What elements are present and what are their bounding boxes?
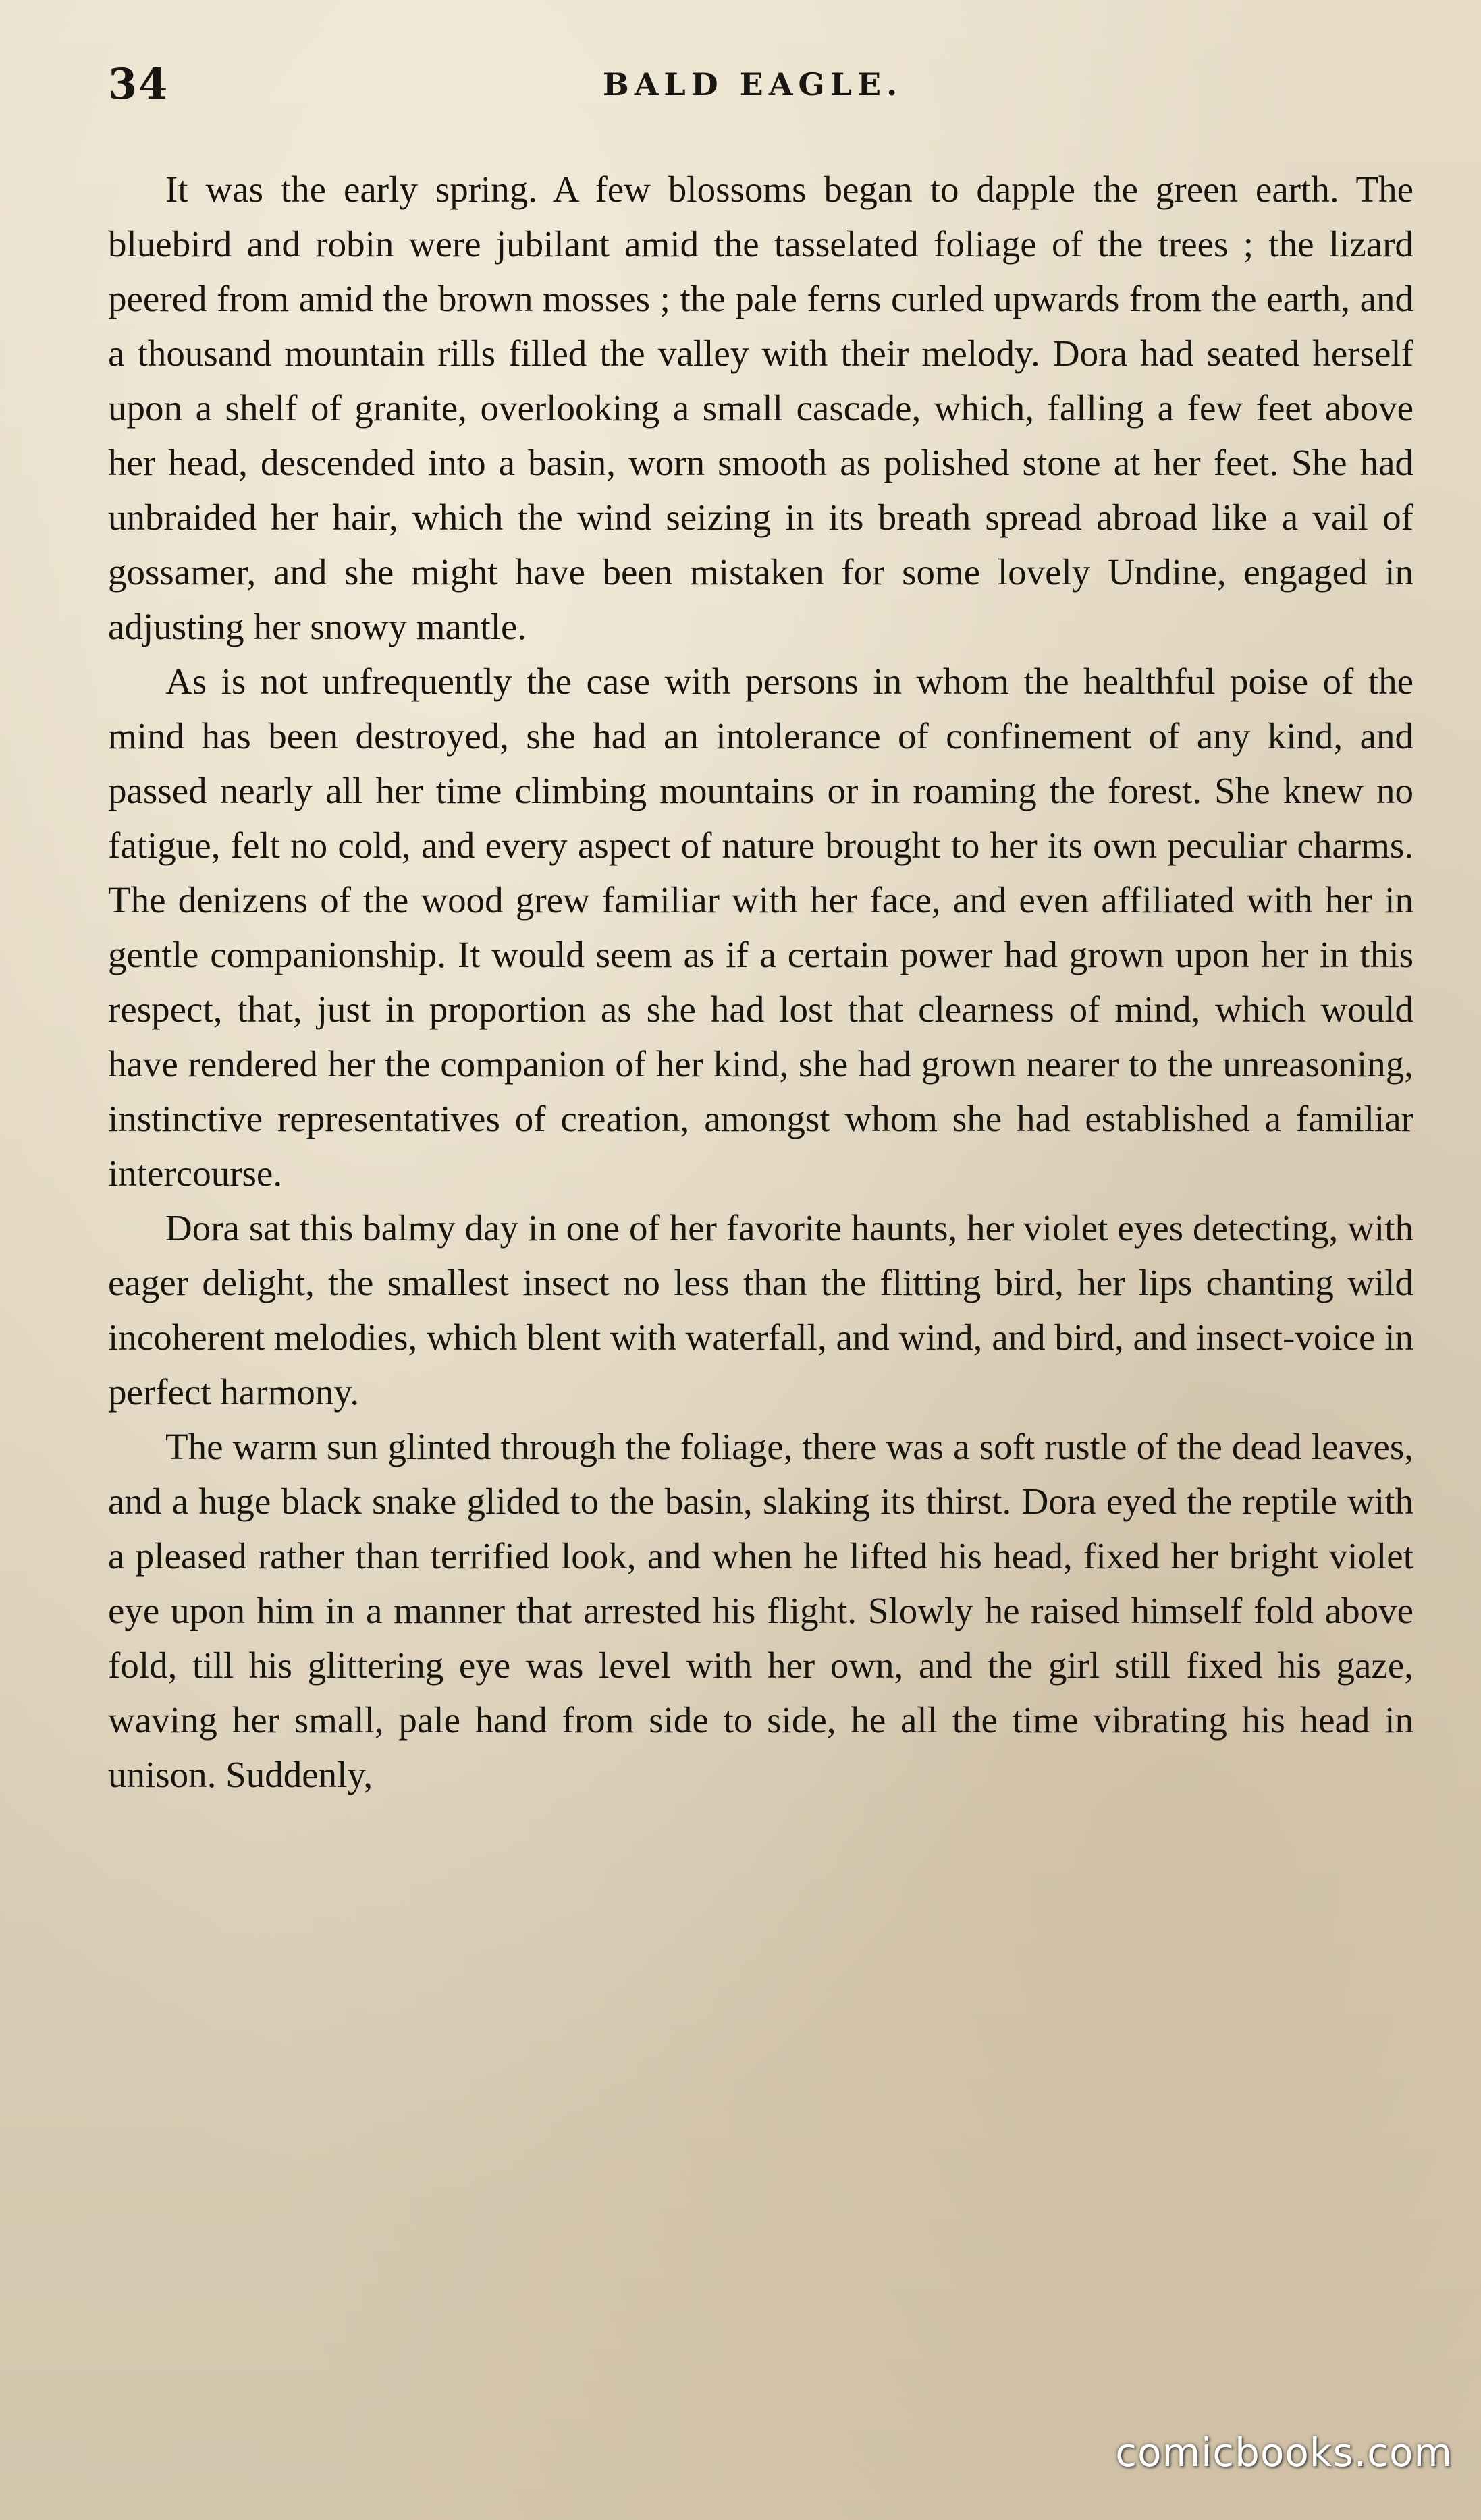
page-header bbox=[108, 54, 1397, 121]
paragraph-1: It was the early spring. A few blossoms began to dapple the green earth. The bluebird and robin were jubilant amid the tasselated foliage of the trees ; the lizard peered from amid the brown mosses ; the pale ferns curled upwards from the earth, and a thousand mountain rills filled the valley with their melody. Dora had seated herself upon a shelf of granite, overlooking a small cascade, which, falling a few feet above her head, descended into a basin, worn smooth as polished stone at her feet. She had unbraided her hair, which the wind seizing in its breath spread abroad like a vail of gossamer, and she might have been mistaken for some lovely Undine, engaged in adjusting her snowy mantle. bbox=[108, 169, 1413, 647]
running-head: BALD EAGLE. bbox=[602, 66, 903, 103]
body-text bbox=[108, 162, 1413, 1802]
paragraph-3: Dora sat this balmy day in one of her favorite haunts, her violet eyes detecting, with eager delight, the smallest insect no less than the flitting bird, her lips chanting wild incoherent melodies, which blent with waterfall, and wind, and bird, and insect-voice in perfect harmony. bbox=[108, 1207, 1413, 1413]
watermark: comicbooks.com bbox=[1115, 2430, 1453, 2475]
paragraph-4: The warm sun glinted through the foliage, there was a soft rustle of the dead leaves, and a huge black snake glided to the basin, slaking its thirst. Dora eyed the reptile with a pleased rather than terrified look, and when he lifted his head, fixed her bright violet eye upon him in a manner that arrested his flight. Slowly he raised himself fold above fold, till his glittering eye was level with her own, and the girl still fixed his gaze, waving her small, pale hand from side to side, he all the time vibrating his head in unison. Suddenly, bbox=[108, 1426, 1413, 1795]
paragraph-2: As is not unfrequently the case with persons in whom the healthful poise of the mind has been destroyed, she had an intolerance of confinement of any kind, and passed nearly all her time climbing mountains or in roaming the forest. She knew no fatigue, felt no cold, and every aspect of nature brought to her its own peculiar charms. The denizens of the wood grew familiar with her face, and even affiliated with her in gentle companionship. It would seem as if a certain power had grown upon her in this respect, that, just in proportion as she had lost that clearness of mind, which would have rendered her the companion of her kind, she had grown nearer to the unreasoning, instinctive representatives of creation, amongst whom she had established a familiar intercourse. bbox=[108, 661, 1413, 1194]
page-number: 34 bbox=[108, 59, 169, 109]
